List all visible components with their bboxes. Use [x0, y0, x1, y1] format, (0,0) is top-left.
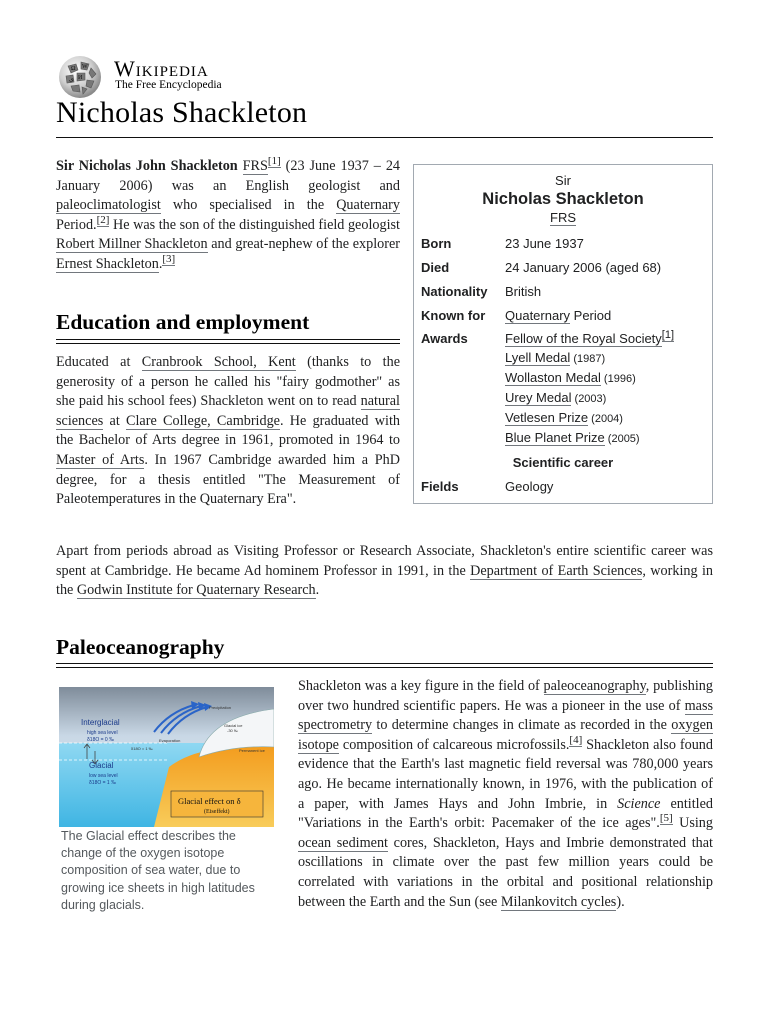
- section-divider: [56, 663, 713, 664]
- clare-college-link[interactable]: Clare College, Cambridge: [126, 412, 280, 429]
- award-link[interactable]: Vetlesen Prize: [505, 410, 589, 425]
- milankovitch-link[interactable]: Milankovitch cycles: [500, 893, 617, 910]
- paleoceanography-paragraph: Shackleton was a key figure in the field of paleoceanography, publishing over two hundred scientific papers. He was a pioneer in the use of mass spectrometry to determine changes in climate as recorded in the oxygen isotope composition of calcareous microfossils.[4] Shackleton also found evidence that the Earth's last magnetic field reversal was 780,000 years ago. He became internationally known, in 1976, with the publication of a paper, with James Hays and John Imbrie, in Science entitled "Variations in the Earth's orbit: Pacemaker of the ice ages".[5] Using ocean sediment cores, Shackleton, Hays and Imbrie demonstrated that oscillations in climate over the past few million years could be correlated with variations in the orbital and positional relationship between the Earth and the Sun (see Milankovitch cycles).: [298, 678, 713, 910]
- svg-text:Ω: Ω: [71, 66, 76, 72]
- glacial-effect-figure[interactable]: [59, 687, 274, 827]
- education-heading: Education and employment: [56, 310, 310, 334]
- ref-4[interactable]: [4]: [569, 734, 583, 747]
- svg-text:high sea level: high sea level: [87, 730, 118, 736]
- ref-2[interactable]: [2]: [96, 214, 110, 227]
- cranbrook-link[interactable]: Cranbrook School, Kent: [141, 354, 296, 370]
- born-value: 23 June 1937: [505, 236, 584, 251]
- award-item: Lyell Medal (1987): [505, 350, 606, 365]
- award-item: Blue Planet Prize (2005): [505, 430, 640, 445]
- died-value: 24 January 2006 (aged 68): [505, 260, 662, 275]
- nationality-label: Nationality: [421, 284, 488, 299]
- award-link[interactable]: Urey Medal: [505, 390, 572, 405]
- award-item: [505, 328, 675, 346]
- glacial-effect-diagram: [59, 687, 274, 827]
- oxygen-isotope-link[interactable]: oxygen isotope: [298, 717, 713, 753]
- svg-text:δ18O = 0 ‰: δ18O = 0 ‰: [87, 737, 115, 743]
- svg-text:low sea level: low sea level: [89, 773, 118, 779]
- infobox-postnominal[interactable]: FRS: [550, 210, 576, 225]
- intro-paragraph: Sir Nicholas John Shackleton FRS[1] (23 June 1937 – 24 January 2006) was an English geologist and paleoclimatologist who specialised in the Quaternary Period.[2] He was the son of the distinguished field geologist Robert Millner Shackleton and great-nephew of the explorer Ernest Shackleton.[3]: [56, 155, 401, 272]
- award-link[interactable]: Fellow of the Royal Society: [505, 331, 662, 346]
- ref-1[interactable]: [1]: [267, 155, 281, 168]
- svg-text:Interglacial: Interglacial: [81, 718, 120, 727]
- education-paragraph-1: Educated at Cranbrook School, Kent (thanks to the generosity of a person he called his "fairy godmother" as she paid his school fees) Shackleton went on to read natural sciences at Clare College, Cambridge. He graduated with the Bachelor of Arts degree in 1961, promoted in 1964 to Master of Arts. In 1967 Cambridge awarded him a PhD degree, for a thesis entitled "The Measurement of Paleotemperatures in the Quaternary Era".: [56, 354, 400, 508]
- svg-text:δ18O = 1 ‰: δ18O = 1 ‰: [89, 780, 117, 786]
- scientific-career-header: Scientific career: [512, 455, 614, 470]
- award-link[interactable]: Wollaston Medal: [505, 370, 601, 385]
- education-paragraph-2: Apart from periods abroad as Visiting Professor or Research Associate, Shackleton's entire scientific career was spent at Cambridge. He became Ad hominem Professor in 1991, in the Department of Earth Sciences, working in the Godwin Institute for Quaternary Research.: [56, 543, 713, 599]
- nationality-value: British: [505, 284, 542, 299]
- award-item: Wollaston Medal (1996): [505, 370, 636, 385]
- ocean-sediment-link[interactable]: ocean sediment: [298, 834, 388, 851]
- infobox-prefix: Sir: [555, 173, 571, 188]
- ref-3[interactable]: [3]: [162, 253, 176, 266]
- section-divider: [56, 343, 400, 344]
- science-journal: Science: [617, 795, 661, 812]
- section-divider: [56, 339, 400, 340]
- svg-text:-30 ‰: -30 ‰: [227, 728, 238, 733]
- earth-sciences-link[interactable]: Department of Earth Sciences: [470, 562, 643, 579]
- svg-text:(Eiseffekt): (Eiseffekt): [204, 809, 230, 815]
- wikipedia-logo[interactable]: [56, 54, 256, 98]
- known-for-link[interactable]: Quaternary: [505, 308, 571, 323]
- svg-text:Evaporation: Evaporation: [159, 738, 181, 743]
- paleoceanography-heading: Paleoceanography: [56, 635, 225, 659]
- svg-text:Glacial: Glacial: [89, 761, 114, 770]
- svg-text:W: W: [82, 64, 88, 70]
- svg-text:Glacial ice: Glacial ice: [224, 723, 243, 728]
- award-item: Urey Medal (2003): [505, 390, 607, 405]
- svg-text:Glacial effect on δ: Glacial effect on δ: [178, 796, 241, 806]
- infobox-name: Nicholas Shackleton: [482, 190, 644, 208]
- section-divider: [56, 667, 713, 668]
- natural-sciences-link[interactable]: natural sciences: [56, 393, 400, 429]
- fields-value: Geology: [505, 479, 554, 494]
- subject-name: Sir Nicholas John Shackleton: [56, 158, 238, 174]
- award-item: Vetlesen Prize (2004): [505, 410, 623, 425]
- award-link[interactable]: Lyell Medal: [505, 350, 571, 365]
- quaternary-link[interactable]: Quaternary: [336, 197, 400, 214]
- ref-5[interactable]: [5]: [659, 812, 673, 825]
- svg-text:Precipitation: Precipitation: [209, 705, 232, 710]
- wikipedia-wordmark: Wikipedia: [114, 56, 209, 81]
- frs-link[interactable]: FRS: [242, 158, 268, 174]
- master-of-arts-link[interactable]: Master of Arts: [56, 451, 145, 468]
- godwin-institute-link[interactable]: Godwin Institute for Quaternary Research: [76, 582, 316, 599]
- svg-text:ي: ي: [69, 77, 74, 83]
- born-label: Born: [421, 236, 452, 251]
- ernest-shackleton-link[interactable]: Ernest Shackleton: [56, 255, 159, 272]
- svg-text:Permanent ice: Permanent ice: [239, 748, 265, 753]
- known-for-value: Quaternary Period: [505, 308, 612, 323]
- svg-text:И: И: [78, 75, 83, 81]
- ref-1-infobox[interactable]: [1]: [661, 328, 675, 341]
- wikipedia-globe-icon: [56, 54, 104, 100]
- known-for-label: Known for: [421, 308, 486, 323]
- infobox: [413, 164, 713, 504]
- paleoceanography-link[interactable]: paleoceanography: [543, 678, 646, 694]
- page-title: Nicholas Shackleton: [56, 96, 308, 129]
- award-link[interactable]: Blue Planet Prize: [505, 430, 605, 445]
- figure-caption: The Glacial effect describes the change of the oxygen isotope composition of sea water, due to growing ice sheets in high latitudes during glacials.: [61, 829, 255, 912]
- title-divider: [56, 137, 713, 138]
- paleoclimatologist-link[interactable]: paleoclimatologist: [56, 197, 161, 214]
- svg-text:δ18O = 1 ‰: δ18O = 1 ‰: [131, 746, 153, 751]
- mass-spectrometry-link[interactable]: mass spectrometry: [298, 697, 713, 734]
- wikipedia-tagline: The Free Encyclopedia: [115, 79, 222, 91]
- robert-shackleton-link[interactable]: Robert Millner Shackleton: [56, 236, 208, 253]
- fields-label: Fields: [421, 479, 459, 494]
- awards-label: Awards: [421, 331, 468, 346]
- died-label: Died: [421, 260, 450, 275]
